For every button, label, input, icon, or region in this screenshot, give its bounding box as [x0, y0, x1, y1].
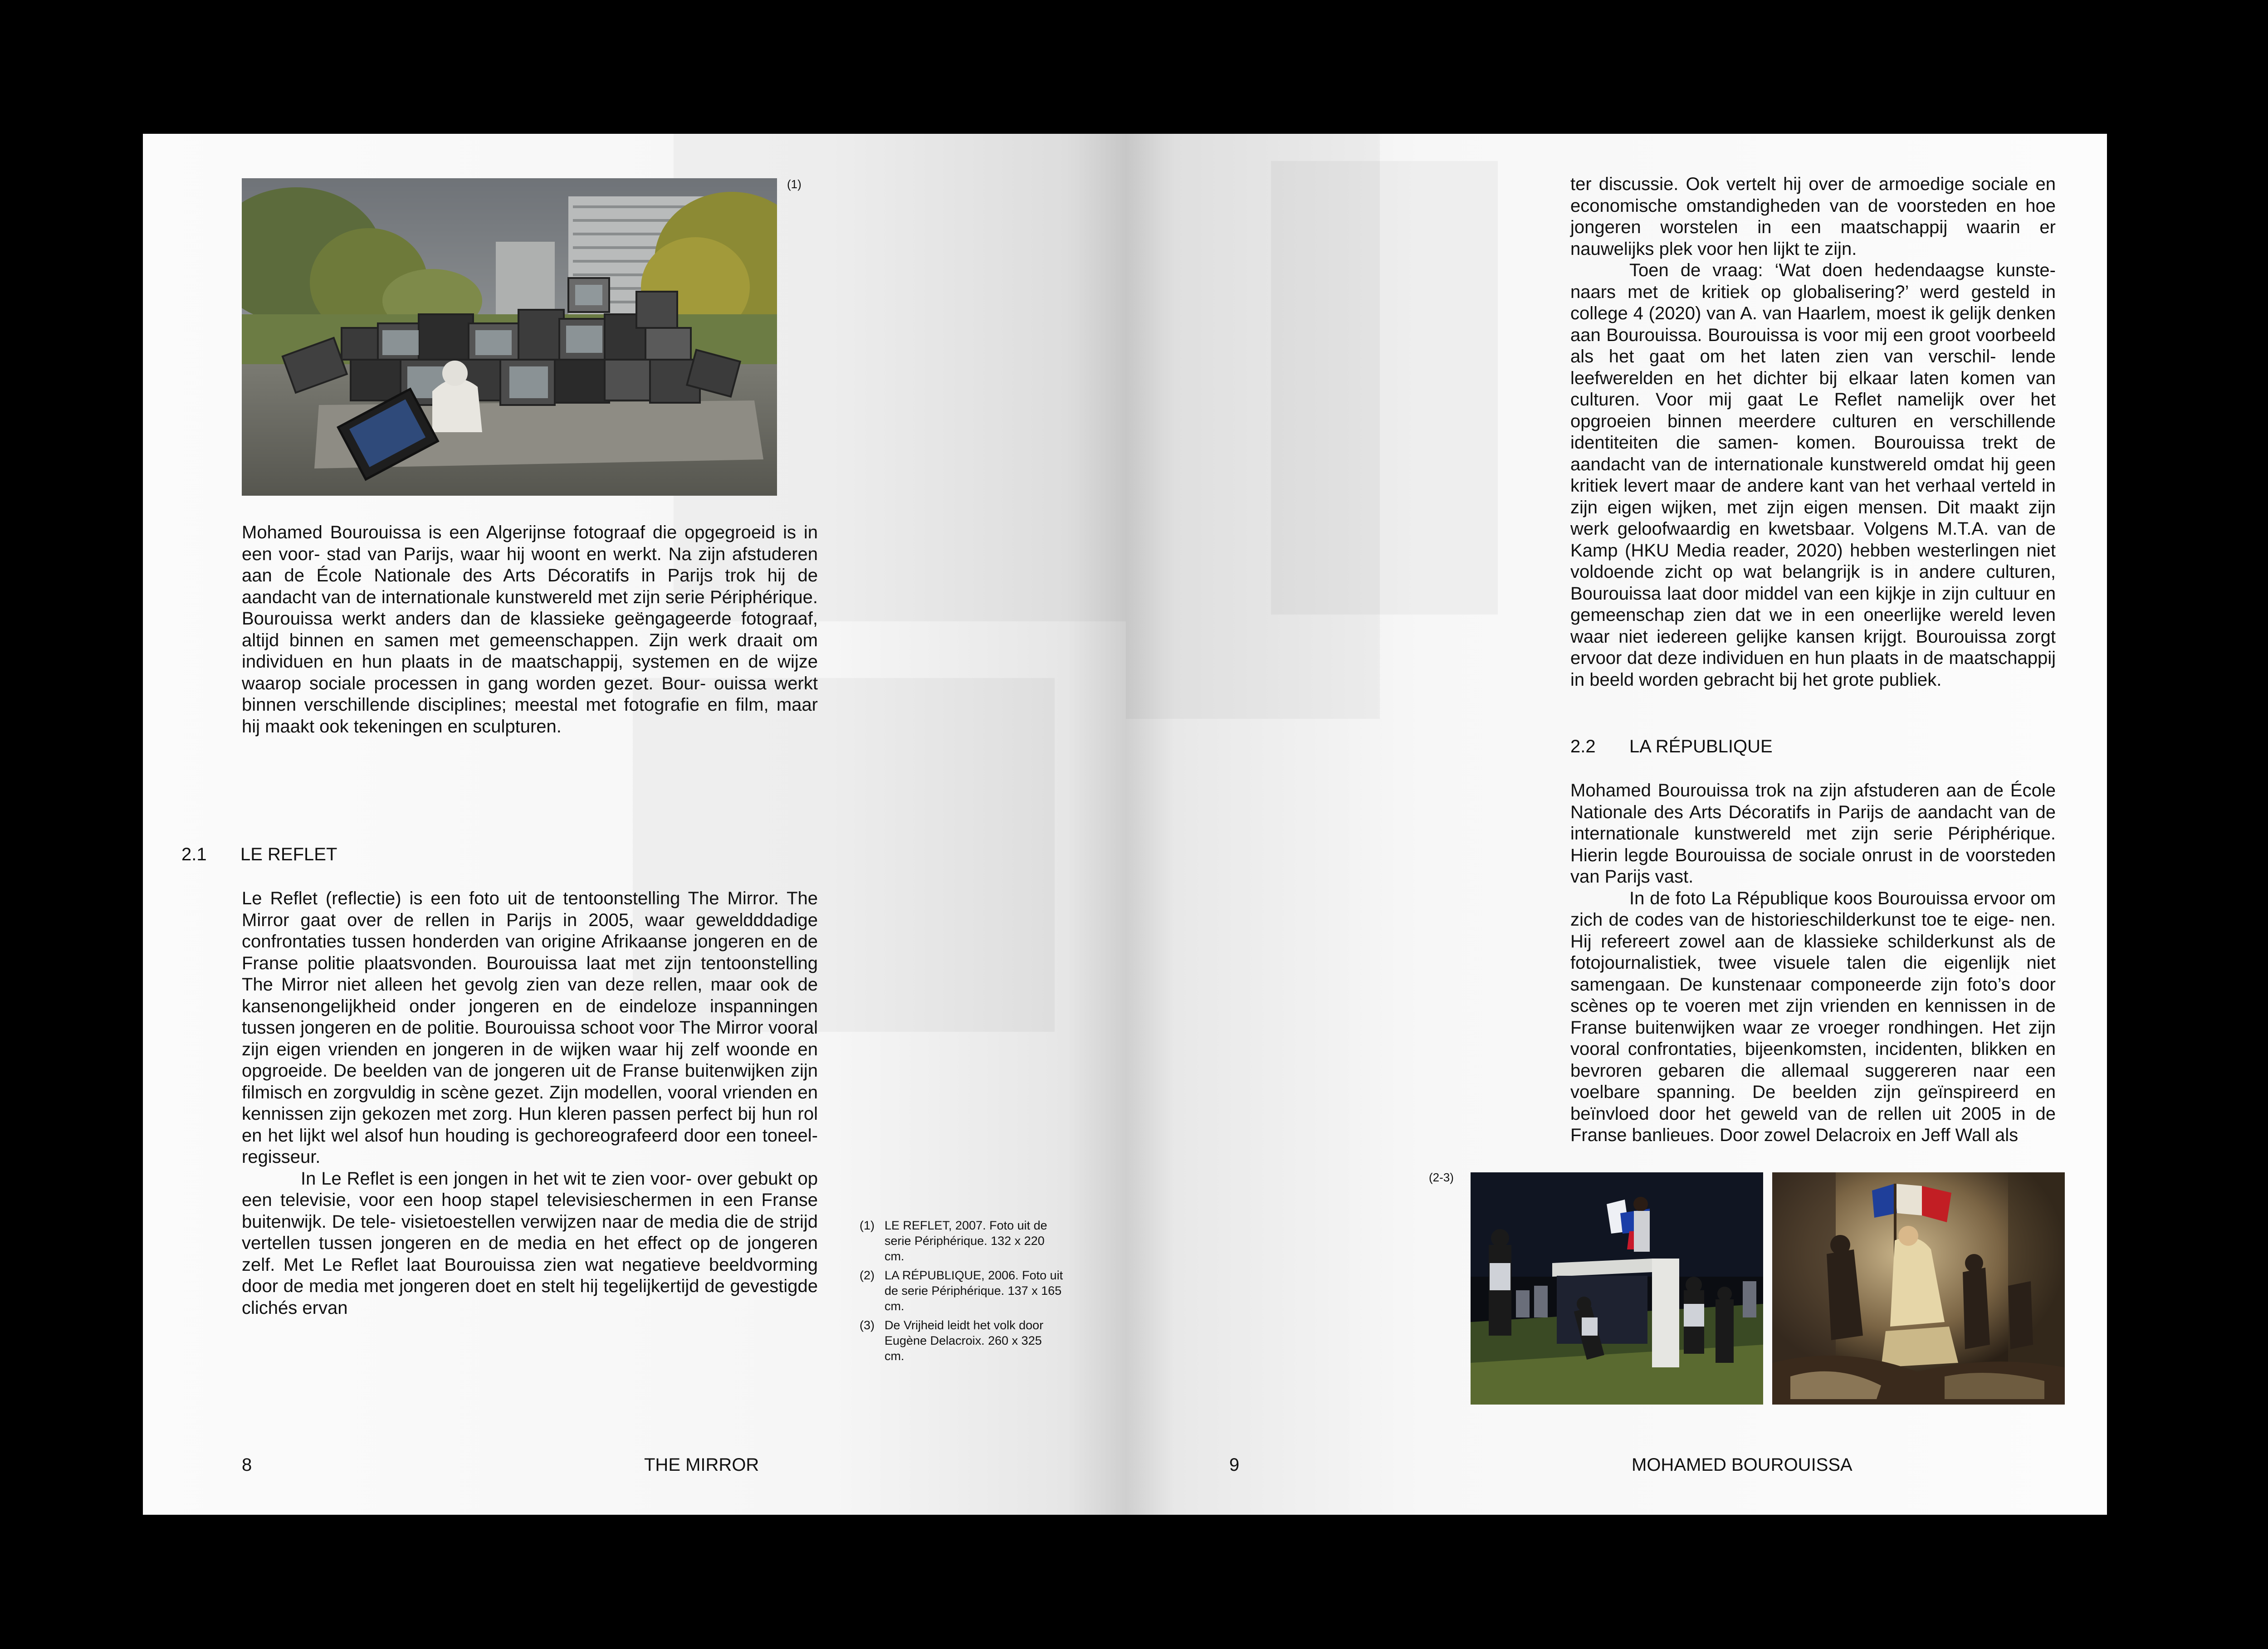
section-number: 2.1 — [181, 844, 207, 864]
figure-marker: (1) — [787, 177, 802, 191]
left-page — [143, 134, 1126, 1515]
running-title: MOHAMED BOUROUISSA — [1632, 1455, 1853, 1475]
caption-item — [860, 1218, 1064, 1264]
le-reflet-body — [242, 888, 818, 1319]
section-title: LA RÉPUBLIQUE — [1629, 737, 1773, 756]
body-paragraph: Mohamed Bourouissa trok na zijn afstuderen aan de École Nationale des Arts Décoratifs in Parijs de aandacht van de internationale kunstwereld met zijn serie Périphérique. Hierin legde Bourouissa de sociale onrust in de voorsteden van Parijs vast. — [1570, 781, 2056, 887]
caption-item — [860, 1317, 1064, 1364]
body-paragraph: In Le Reflet is een jongen in het wit te zien voor- over gebukt op een televisie, voor een hoop stapel televisieschermen in een Franse buitenwijk. De tele- visietoestellen verwijzen naar de media die de strijd vertellen tussen jongeren en de media en het effect op de jongeren zelf. Met Le Reflet laat Bourouissa zien wat negatieve beeldvorming door de media met jongeren doet en stelt hij tegelijkertijd de gevestigde clichés ervan — [242, 1168, 818, 1318]
body-paragraph: In de foto La République koos Bourouissa ervoor om zich de codes van de historieschilderkunst toe te eige- nen. Hij refereert zowel aan de klassieke schilderkunst als de fotojournalistiek, twee visuele talen die eigenlijk niet samengaan. De kunstenaar componeerde zijn foto’s door scènes op te voeren met zijn vrienden en kennissen in de Franse buitenwijken waar ze vroeger rondhingen. Het zijn vooral confrontaties, bijeenkomsten, incidenten, blikken en bevroren gebaren die allemaal suggereren naar een voelbare spanning. De beelden zijn geïnspireerd en beïnvloed door het geweld van de rellen uit 2005 in de Franse banlieues. Door zowel Delacroix en Jeff Wall als — [1570, 888, 2056, 1145]
la-republique-body — [1570, 780, 2056, 1146]
le-reflet-photo — [242, 178, 777, 496]
body-paragraph: ter discussie. Ook vertelt hij over de armoedige sociale en economische omstandigheden van de voorsteden en hoe jongeren worstelen in een maatschappij waarin er nauwelijks plek voor hen lijkt te zijn. — [1570, 174, 2056, 259]
caption-number: (3) — [860, 1318, 875, 1332]
running-title: THE MIRROR — [644, 1455, 759, 1475]
intro-paragraph — [242, 522, 818, 737]
body-paragraph: Le Reflet (reflectie) is een foto uit de tentoonstelling The Mirror. The Mirror gaat over de rellen in Parijs in 2005, waar geweldddadige confrontaties tussen honderden van origine Afrikaanse jongeren en de Franse politie plaatsvonden. Bourouissa laat met zijn tentoonstelling The Mirror niet alleen het gevolg zien van deze rellen, maar ook de kansenongelijkheid onder jongeren en de eindeloze inspanningen tussen jongeren en de politie. Bourouissa schoot voor The Mirror vooral zijn eigen vrienden en jongeren in de wijken waar hij zelf woonde en opgroeide. De beelden van de jongeren uit de Franse buitenwijken zijn filmisch en zorgvuldig in scène gezet. Zijn modellen, vooral vrienden en kennissen zijn gekozen met zorg. Hun kleren passen perfect bij hun rol en het lijkt wel alsof hun houding is gechoreografeerd door een toneel- regisseur. — [242, 888, 818, 1167]
body-paragraph: Toen de vraag: ‘Wat doen hedendaagse kunste- naars met de kritiek op globalisering?’ werd gesteld in college 4 (2020) van A. van Haarlem, moest ik gelijk denken aan Bourouissa. Bourouissa is voor mij een groot voorbeeld als het gaat om het laten zien van verschil- lende leefwerelden en het dichter bij elkaar laten komen van culturen. Voor mij gaat Le Reflet namelijk over het opgroeien binnen meerdere culturen en verschillende identiteiten die samen- komen. Bourouissa trekt de aandacht van de internationale kunstwereld omdat hij geen kritiek levert maar de andere kant van het verhaal verteld in zijn eigen wijken, met zijn eigen mensen. Dit maakt zijn werk geloofwaardig en kwetsbaar. Volgens M.T.A. van de Kamp (HKU Media reader, 2020) hebben westerlingen niet voldoende zicht op wat belangrijk is in andere culturen, Bourouissa laat door middel van een kijkje in zijn cultuur en gemeenschap zien dat we in een oneerlijke wereld leven waar niet iedereen gelijke kansen krijgt. Bourouissa zorgt ervoor dat deze individuen en hun plaats in de maatschappij in beeld worden gebracht bij het grote publiek. — [1570, 260, 2056, 690]
figure-marker: (2-3) — [1429, 1171, 1454, 1184]
figure-captions — [860, 1218, 1064, 1367]
caption-text: LA RÉPUBLIQUE, 2006. Foto uit de serie Périphérique. 137 x 165 cm. — [885, 1268, 1063, 1313]
right-page — [1126, 134, 2107, 1515]
caption-number: (2) — [860, 1268, 875, 1282]
caption-item — [860, 1268, 1064, 1314]
page-number: 9 — [1229, 1455, 1240, 1475]
page-number: 8 — [242, 1455, 252, 1475]
section-heading-2-1 — [181, 844, 590, 865]
caption-text: De Vrijheid leidt het volk door Eugène Delacroix. 260 x 325 cm. — [885, 1318, 1044, 1363]
section-heading-2-2 — [1570, 736, 1979, 757]
show-through-shadow — [1271, 161, 1498, 615]
section-title: LE REFLET — [240, 844, 337, 864]
caption-number: (1) — [860, 1219, 875, 1232]
delacroix-painting — [1772, 1172, 2065, 1405]
section-number: 2.2 — [1570, 737, 1596, 756]
continued-body — [1570, 174, 2056, 691]
la-republique-photo — [1471, 1172, 1763, 1405]
caption-text: LE REFLET, 2007. Foto uit de serie Périphérique. 132 x 220 cm. — [885, 1219, 1047, 1263]
intro-text: Mohamed Bourouissa is een Algerijnse fotograaf die opgegroeid is in een voor- stad van Parijs, waar hij woont en werkt. Na zijn afstuderen aan de École Nationale des Arts Décoratifs in Parijs trok hij de aandacht van de internationale kunstwereld met zijn serie Périphérique. Bourouissa werkt anders dan de klassieke geëngageerde fotograaf, altijd binnen en samen met gemeenschappen. Zijn werk draait om individuen en hun plaats in de maatschappij, systemen en de wijze waarop sociale processen in gang worden gezet. Bour- ouissa werkt binnen verschillende disciplines; meestal met fotografie en film, maar hij maakt ook tekeningen en sculpturen. — [242, 522, 818, 737]
